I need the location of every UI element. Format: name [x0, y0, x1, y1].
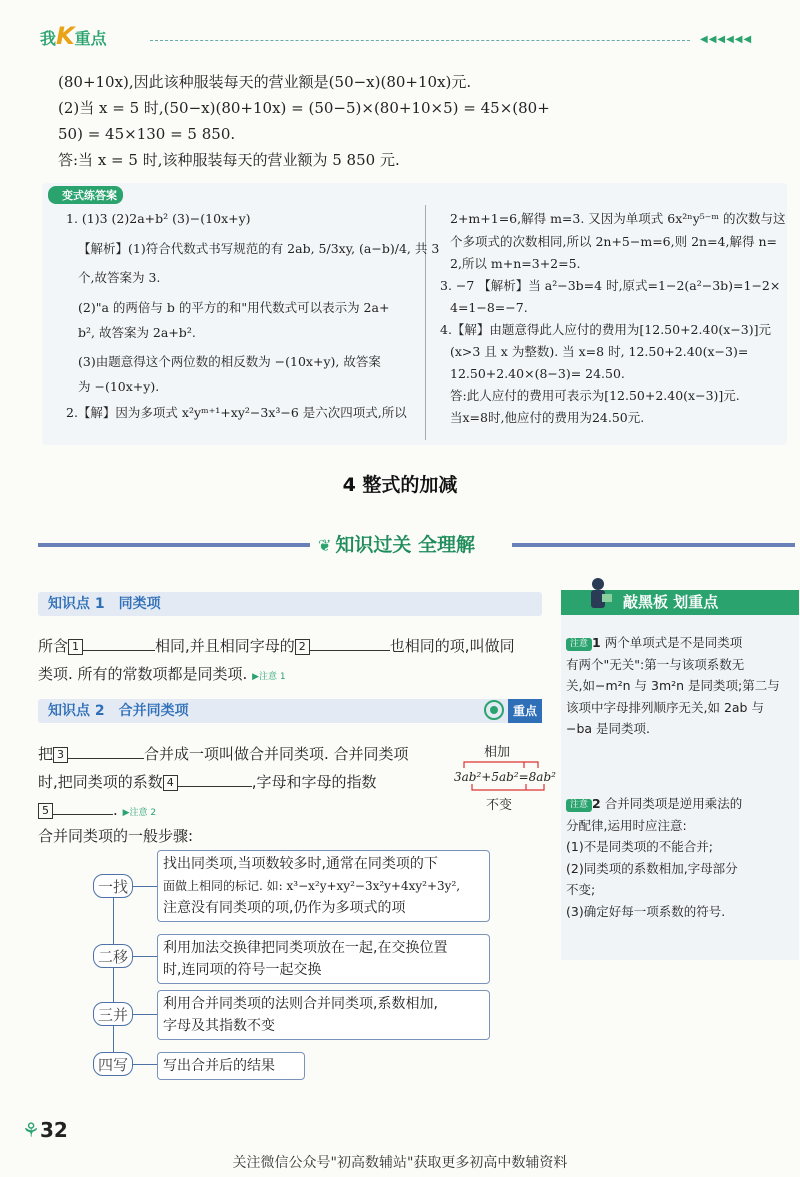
- answer-q1-e: (3)由题意得这个两位数的相反数为 −(10x+y), 故答案: [78, 354, 381, 369]
- step-3-line-2: 字母及其指数不变: [163, 1018, 275, 1034]
- answer-r1: 2+m+1=6,解得 m=3. 又因为单项式 6x²ⁿy⁵⁻ᵐ 的次数与这: [450, 211, 786, 226]
- header-rule: [150, 40, 690, 41]
- blank-1[interactable]: [83, 650, 155, 651]
- step-2-line-2: 时,连同项的符号一起交换: [163, 962, 322, 978]
- answer-q2: 2.【解】因为多项式 x²yᵐ⁺¹+xy²−3x³−6 是六次四项式,所以: [66, 405, 407, 420]
- answer-q1-b: 个,故答案为 3.: [78, 270, 161, 285]
- blank-2[interactable]: [310, 650, 390, 651]
- answer-r5: 4=1−8=−7.: [450, 300, 528, 315]
- steps-connector: [113, 898, 114, 1056]
- note-2: 注意 2 合并同类项是逆用乘法的 分配律,运用时应注意: (1)不是同类项的不能合并; (2)同类项的系数相加,字母部分 不变; (3)确定好每一项系数的符号.: [566, 796, 743, 919]
- answer-q1-c: (2)"a 的两倍与 b 的平方的和"用代数式可以表示为 2a+: [78, 300, 390, 315]
- step-2-line-1: 利用加法交换律把同类项放在一起,在交换位置: [163, 940, 448, 956]
- answer-q1-d: b², 故答案为 2a+b².: [78, 325, 196, 340]
- kp1-line-2: 类项. 所有的常数项都是同类项. ▶注意 1: [38, 665, 286, 683]
- kp2-line-3: 5 . ▶注意 2: [38, 796, 156, 828]
- kp2-line-1: 把 3 合并成一项叫做合并同类项. 合并同类项: [38, 745, 409, 763]
- key-point-badge: 重点: [508, 699, 542, 723]
- answer-r7: (x>3 且 x 为整数). 当 x=8 时, 12.50+2.40(x−3)=: [450, 344, 749, 359]
- intro-line-3: 50) = 45×130 = 5 850.: [58, 125, 236, 143]
- step-4-line-1: 写出合并后的结果: [163, 1058, 275, 1074]
- steps-title: 合并同类项的一般步骤:: [38, 827, 194, 845]
- blank-4[interactable]: [178, 786, 252, 787]
- fig-add-label: 相加: [484, 745, 511, 760]
- page-badge-icon: ⚘: [22, 1118, 40, 1142]
- kp1-bar: 知识点 1 同类项: [38, 592, 542, 616]
- teacher-icon: [586, 576, 614, 616]
- note-2-tag: 注意: [566, 799, 592, 812]
- footer-note: 关注微信公众号"初高数辅站"获取更多初高中数辅资料: [232, 1155, 568, 1171]
- answer-r9: 答:此人应付的费用可表示为[12.50+2.40(x−3)]元.: [450, 388, 740, 403]
- answer-r2: 个多项式的次数相同,所以 2n+5−m=6,则 2n=4,解得 n=: [450, 234, 777, 249]
- answer-r3: 2,所以 m+n=3+2=5.: [450, 256, 581, 271]
- step-3-label: 三并: [93, 1002, 133, 1026]
- target-icon: [484, 700, 504, 720]
- fig-equation: 3ab²+5ab²=8ab²: [454, 770, 556, 784]
- answer-r4: 3. −7 【解析】当 a²−3b=4 时,原式=1−2(a²−3b)=1−2×: [440, 278, 781, 293]
- step-3-box: [157, 990, 490, 1040]
- answer-r6: 4.【解】由题意得此人应付的费用为[12.50+2.40(x−3)]元: [440, 322, 772, 337]
- step-2-box: [157, 934, 490, 984]
- step-4-link: [133, 1064, 157, 1065]
- blank-5[interactable]: [53, 814, 113, 815]
- answer-tag: 变式练答案: [48, 186, 123, 204]
- kp1-line-1: 所含 1 相同,并且相同字母的 2 也相同的项,叫做同: [38, 637, 515, 655]
- page-number: ⚘32: [22, 1118, 68, 1142]
- step-1-line-3: 注意没有同类项的项,仍作为多项式的项: [163, 900, 406, 916]
- step-1-link: [133, 886, 157, 887]
- intro-line-2: (2)当 x = 5 时,(50−x)(80+10x) = (50−5)×(80+10×5) = 45×(80+: [58, 99, 550, 117]
- step-1-box: [157, 850, 490, 922]
- fig-unchanged-label: 不变: [486, 798, 513, 813]
- header-arrows: ◀◀◀◀◀◀: [700, 34, 753, 45]
- panel-title: 敲黑板 划重点: [561, 590, 799, 615]
- section-title: 4 整式的加减: [342, 474, 458, 496]
- banner-rule-left: [38, 543, 310, 547]
- note-1-tag: 注意: [566, 638, 592, 651]
- step-3-link: [133, 1014, 157, 1015]
- note-1: 注意 1 两个单项式是不是同类项 有两个"无关":第一与该项系数无 关,如−m²n 与 3m²n 是同类项;第二与 该项中字母排列顺序无关,如 2ab 与 −ba 是同类项.: [566, 635, 780, 736]
- answer-q1-head: 1. (1)3 (2)2a+b² (3)−(10x+y): [66, 211, 251, 226]
- banner-title: ❦ 知识过关 全理解: [310, 530, 483, 557]
- brand-logo: 我K重点: [40, 22, 107, 50]
- blank-3[interactable]: [68, 758, 144, 759]
- answer-q1-a: 【解析】(1)符合代数式书写规范的有 2ab, 5/3xy, (a−b)/4, 共 3: [78, 241, 440, 256]
- intro-line-1: (80+10x),因此该种服装每天的营业额是(50−x)(80+10x)元.: [58, 73, 472, 91]
- step-3-line-1: 利用合并同类项的法则合并同类项,系数相加,: [163, 996, 438, 1012]
- kp2-bar: 知识点 2 合并同类项: [38, 699, 542, 723]
- leaf-icon: ❦: [318, 536, 332, 555]
- step-1-line-2: 面做上相同的标记. 如: x³−x²y+xy²−3x²y+4xy²+3y²,: [163, 879, 461, 893]
- kp2-line-2: 时,把同类项的系数 4 ,字母和字母的指数: [38, 773, 377, 791]
- banner-rule-right: [512, 543, 795, 547]
- step-1-line-1: 找出同类项,当项数较多时,通常在同类项的下: [163, 856, 438, 872]
- answer-q1-f: 为 −(10x+y).: [78, 379, 160, 394]
- step-2-link: [133, 956, 157, 957]
- step-1-label: 一找: [93, 874, 133, 898]
- step-2-label: 二移: [93, 944, 133, 968]
- answer-r10: 当x=8时,他应付的费用为24.50元.: [450, 410, 645, 425]
- step-4-label: 四写: [93, 1052, 133, 1076]
- intro-line-4: 答:当 x = 5 时,该种服装每天的营业额为 5 850 元.: [58, 151, 400, 169]
- step-4-box: [157, 1052, 305, 1080]
- answer-r8: 12.50+2.40×(8−3)= 24.50.: [450, 366, 625, 381]
